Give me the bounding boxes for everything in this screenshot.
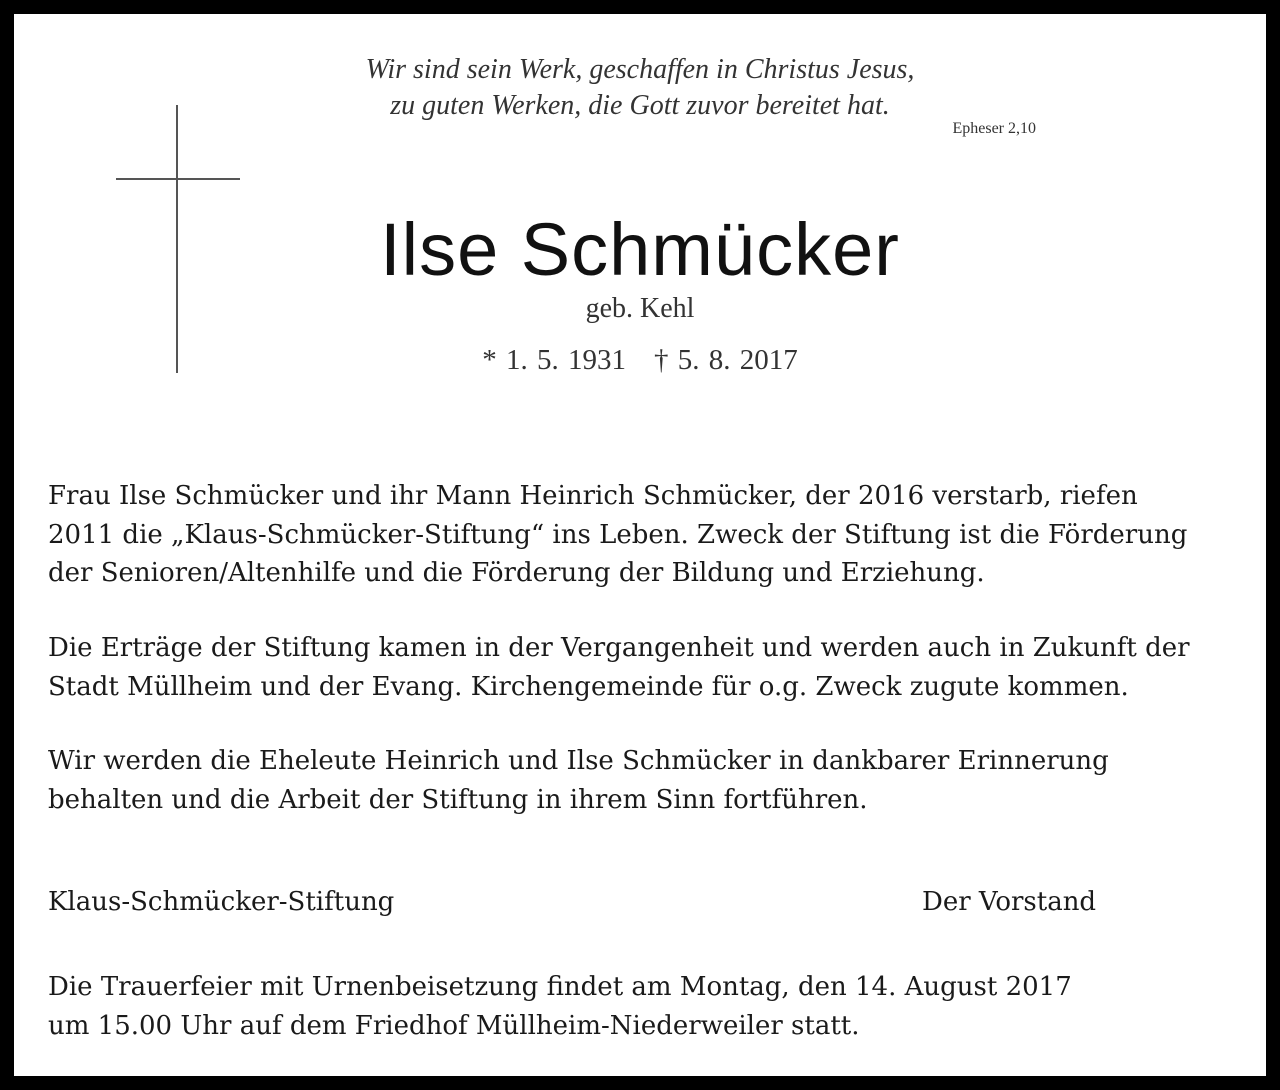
paragraph-proceeds [48, 629, 1228, 706]
verse-line-2: zu guten Werken, die Gott zuvor bereitet hat. [390, 90, 890, 121]
obituary-notice [14, 14, 1266, 1076]
verse-line-1: Wir sind sein Werk, geschaffen in Christus Jesus, [365, 54, 915, 85]
death-date: † 5. 8. 2017 [654, 344, 798, 376]
paragraph-foundation [48, 477, 1228, 593]
signature-board: Der Vorstand [922, 887, 1097, 917]
paragraph-line: Die Trauerfeier mit Urnenbeisetzung findet am Montag, den 14. August 2017 [48, 972, 1072, 1002]
paragraph-line: Frau Ilse Schmücker und ihr Mann Heinrich Schmücker, der 2016 verstarb, riefen [48, 481, 1138, 511]
paragraph-line: Wir werden die Eheleute Heinrich und Ilse Schmücker in dankbarer Erinnerung [48, 746, 1109, 776]
paragraph-line: um 15.00 Uhr auf dem Friedhof Müllheim-Niederweiler statt. [48, 1010, 860, 1041]
birth-date: * 1. 5. 1931 [482, 344, 626, 376]
deceased-name: Ilse Schmücker [380, 208, 900, 291]
cross-horizontal-bar [116, 178, 240, 180]
paragraph-line: behalten und die Arbeit der Stiftung in ihrem Sinn fortführen. [48, 784, 868, 815]
life-dates [14, 343, 1266, 377]
verse-reference: Epheser 2,10 [952, 120, 1036, 137]
paragraph-remembrance [48, 742, 1228, 819]
bible-verse [14, 52, 1266, 124]
paragraph-line: der Senioren/Altenhilfe und die Förderung der Bildung und Erziehung. [48, 558, 985, 588]
signature-organization: Klaus-Schmücker-Stiftung [48, 887, 395, 917]
paragraph-line: 2011 die „Klaus-Schmücker-Stiftung“ ins Leben. Zweck der Stiftung ist die Förderung [48, 519, 1188, 550]
paragraph-funeral [48, 968, 1228, 1045]
maiden-name: geb. Kehl [585, 293, 695, 324]
paragraph-line: Die Erträge der Stiftung kamen in der Vergangenheit und werden auch in Zukunft der [48, 633, 1190, 663]
paragraph-line: Stadt Müllheim und der Evang. Kirchengemeinde für o.g. Zweck zugute kommen. [48, 671, 1129, 702]
